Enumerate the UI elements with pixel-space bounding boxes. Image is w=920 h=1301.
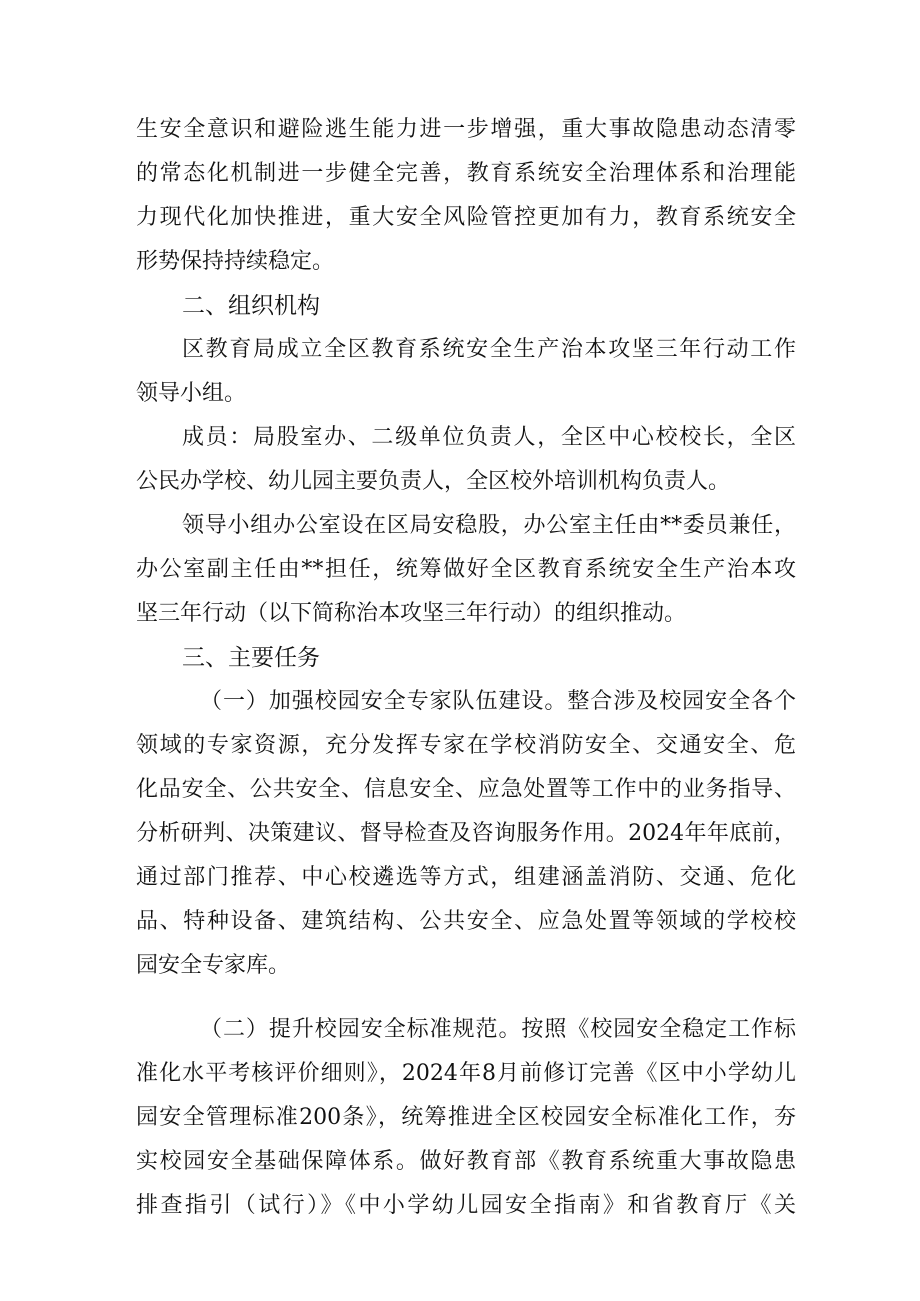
body-text-line: 区教育局成立全区教育系统安全生产治本攻坚三年行动工作 [182, 337, 796, 362]
body-text-line: 分析研判、决策建议、督导检查及咨询服务作用。2024年年底前， [136, 821, 796, 846]
body-text-line: （一）加强校园安全专家队伍建设。整合涉及校园安全各个 [200, 689, 796, 714]
body-text-line: 品、特种设备、建筑结构、公共安全、应急处置等领域的学校校 [136, 909, 796, 934]
body-text-line: 办公室副主任由**担任，统筹做好全区教育系统安全生产治本攻 [136, 557, 796, 582]
body-text-line: 成员：局股室办、二级单位负责人，全区中心校校长，全区 [182, 425, 796, 450]
body-text-line: 坚三年行动（以下简称治本攻坚三年行动）的组织推动。 [136, 601, 687, 626]
body-text-line: 园安全专家库。 [136, 953, 291, 978]
body-text-line: 实校园安全基础保障体系。做好教育部《教育系统重大事故隐患 [136, 1149, 796, 1174]
body-text-line: 生安全意识和避险逃生能力进一步增强，重大事故隐患动态清零 [136, 117, 796, 142]
body-text-line: 通过部门推荐、中心校遴选等方式，组建涵盖消防、交通、危化 [136, 865, 796, 890]
section-heading: 二、组织机构 [182, 293, 320, 319]
body-text-line: 领导小组。 [136, 381, 247, 406]
body-text-line: 领域的专家资源，充分发挥专家在学校消防安全、交通安全、危 [136, 733, 796, 758]
section-heading: 三、主要任务 [182, 645, 320, 671]
body-text-line: 排查指引（试行）》《中小学幼儿园安全指南》和省教育厅《关 [136, 1193, 796, 1218]
body-text-line: （二）提升校园安全标准规范。按照《校园安全稳定工作标 [200, 1017, 796, 1042]
body-text-line: 化品安全、公共安全、信息安全、应急处置等工作中的业务指导、 [136, 777, 796, 802]
body-text-line: 力现代化加快推进，重大安全风险管控更加有力，教育系统安全 [136, 205, 796, 230]
body-text-line: 准化水平考核评价细则》，2024年8月前修订完善《区中小学幼儿 [136, 1061, 796, 1086]
body-text-line: 园安全管理标准200条》，统筹推进全区校园安全标准化工作，夯 [136, 1105, 796, 1130]
body-text-line: 的常态化机制进一步健全完善，教育系统安全治理体系和治理能 [136, 161, 796, 186]
body-text-line: 公民办学校、幼儿园主要负责人，全区校外培训机构负责人。 [136, 469, 731, 494]
body-text-line: 形势保持持续稳定。 [136, 249, 335, 274]
body-text-line: 领导小组办公室设在区局安稳股，办公室主任由**委员兼任， [182, 513, 796, 538]
